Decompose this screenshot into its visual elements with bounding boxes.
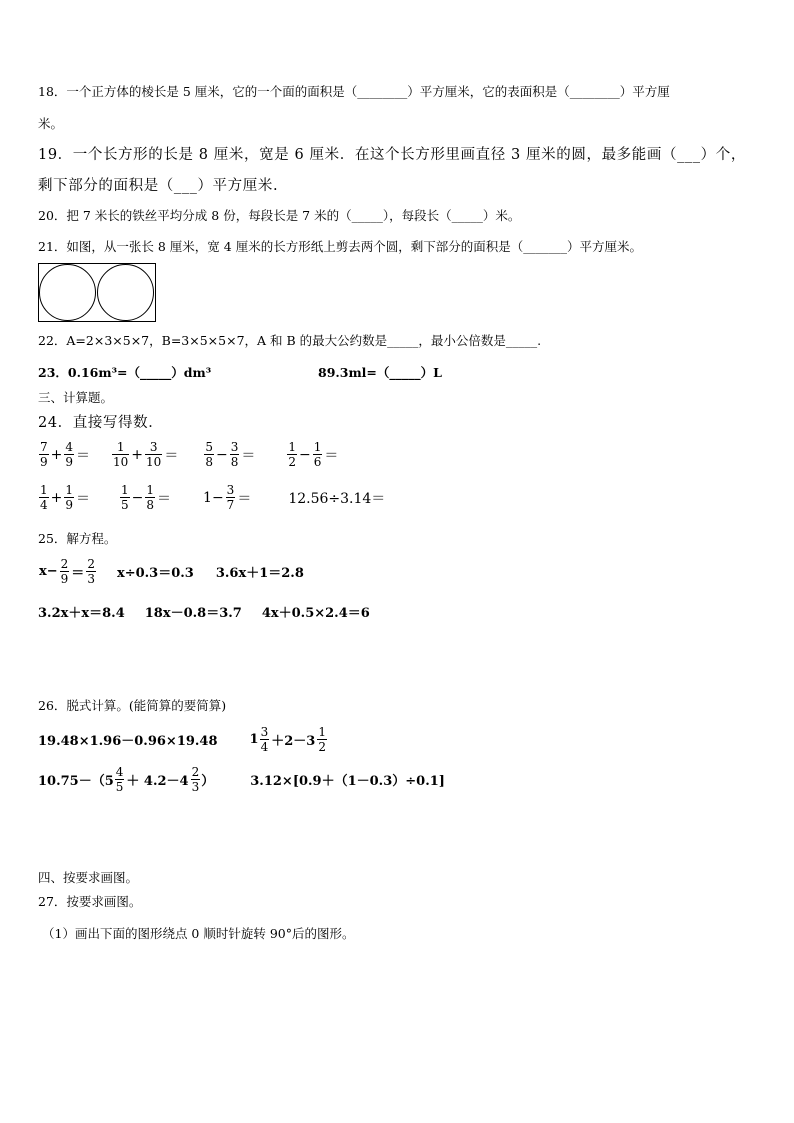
- q24-row2: [38, 484, 385, 511]
- q25-eq-5: 18x－0.8＝3.7: [144, 606, 242, 621]
- circle-left: [39, 264, 96, 321]
- q25-eq-1: x− $\frac{2}{9}$ ＝ $\frac{2}{3}$: [39, 557, 95, 586]
- section-4-title: 四、按要求画图。: [38, 870, 139, 885]
- q25-row1: [38, 558, 304, 585]
- q25-eq-2: x÷0.3＝0.3: [116, 566, 194, 581]
- q20-text: 20．把 7 米长的铁丝平均分成 8 份，每段长是 7 米的（_____），每段长（_____）米。: [38, 208, 521, 223]
- q25-eq-6: 4x＋0.5×2.4＝6: [261, 606, 370, 621]
- q26-expr-a: 19.48×1.96－0.96×19.48: [38, 734, 218, 749]
- q25-eq-4: 3.2x＋x＝8.4: [38, 606, 125, 621]
- q24-expr-2: $\frac{1}{10}$ + $\frac{3}{10}$ ＝: [113, 440, 179, 469]
- q18-line2: 米。: [38, 116, 64, 131]
- q23-part-b: 89.3ml=（_____）L: [318, 365, 442, 380]
- q18-line1: 18．一个正方体的棱长是 5 厘米，它的一个面的面积是（________）平方厘米，它的表面积是（________）平方厘: [38, 84, 670, 99]
- q26-row2: [38, 766, 445, 793]
- q26-title: 26．脱式计算。(能简算的要简算): [38, 698, 227, 713]
- q23-part-a: 23．0.16m³=（_____）dm³: [38, 365, 212, 380]
- q24-expr-4: $\frac{1}{2}$ − $\frac{1}{6}$ ＝: [288, 440, 339, 469]
- q25-row2: [38, 602, 370, 621]
- q24-title: 24．直接写得数．: [38, 415, 164, 431]
- circle-right: [97, 264, 154, 321]
- section-3-title: 三、计算题。: [38, 390, 114, 405]
- q19-line2: 剩下部分的面积是（___）平方厘米.: [38, 178, 279, 194]
- rectangle-two-circles-figure: [38, 263, 156, 322]
- q24-expr-5: $\frac{1}{4}$ + $\frac{1}{9}$ ＝: [40, 483, 91, 512]
- q24-expr-1: $\frac{7}{9}$ + $\frac{4}{9}$ ＝: [40, 440, 91, 469]
- q21-text: 21．如图，从一张长 8 厘米，宽 4 厘米的长方形纸上剪去两个圆，剩下部分的面积是（_______）平方厘米。: [38, 239, 642, 254]
- q19-line1: 19．一个长方形的长是 8 厘米，宽是 6 厘米．在这个长方形里画直径 3 厘米的圆，最多能画（___）个，: [38, 147, 746, 163]
- q26-expr-d: 3.12×[0.9＋（1－0.3）÷0.1]: [250, 774, 445, 789]
- q24-expr-7: 1− $\frac{3}{7}$ ＝: [203, 483, 252, 512]
- q25-title: 25．解方程。: [38, 531, 117, 546]
- q27-title: 27．按要求画图。: [38, 894, 142, 909]
- q24-expr-8: 12.56÷3.14＝: [288, 490, 386, 507]
- q24-expr-6: $\frac{1}{5}$ − $\frac{1}{8}$ ＝: [121, 483, 172, 512]
- q25-eq-3: 3.6x＋1＝2.8: [215, 566, 304, 581]
- q24-row1: [38, 441, 339, 468]
- q22-text: 22．A=2×3×5×7，B=3×5×5×7，A 和 B 的最大公约数是_____，最小公倍数是_____.: [38, 333, 542, 348]
- q27-sub1: （1）画出下面的图形绕点 0 顺时针旋转 90°后的图形。: [42, 926, 355, 941]
- q24-expr-3: $\frac{5}{8}$ − $\frac{3}{8}$ ＝: [205, 440, 256, 469]
- q26-expr-b: 1 $\frac{3}{4}$ ＋2－3 $\frac{1}{2}$: [249, 725, 326, 754]
- q26-expr-c: 10.75－（5 $\frac{4}{5}$ ＋ 4.2－4 $\frac{2}{3}$ ）: [38, 765, 215, 794]
- q26-row1: [38, 726, 328, 753]
